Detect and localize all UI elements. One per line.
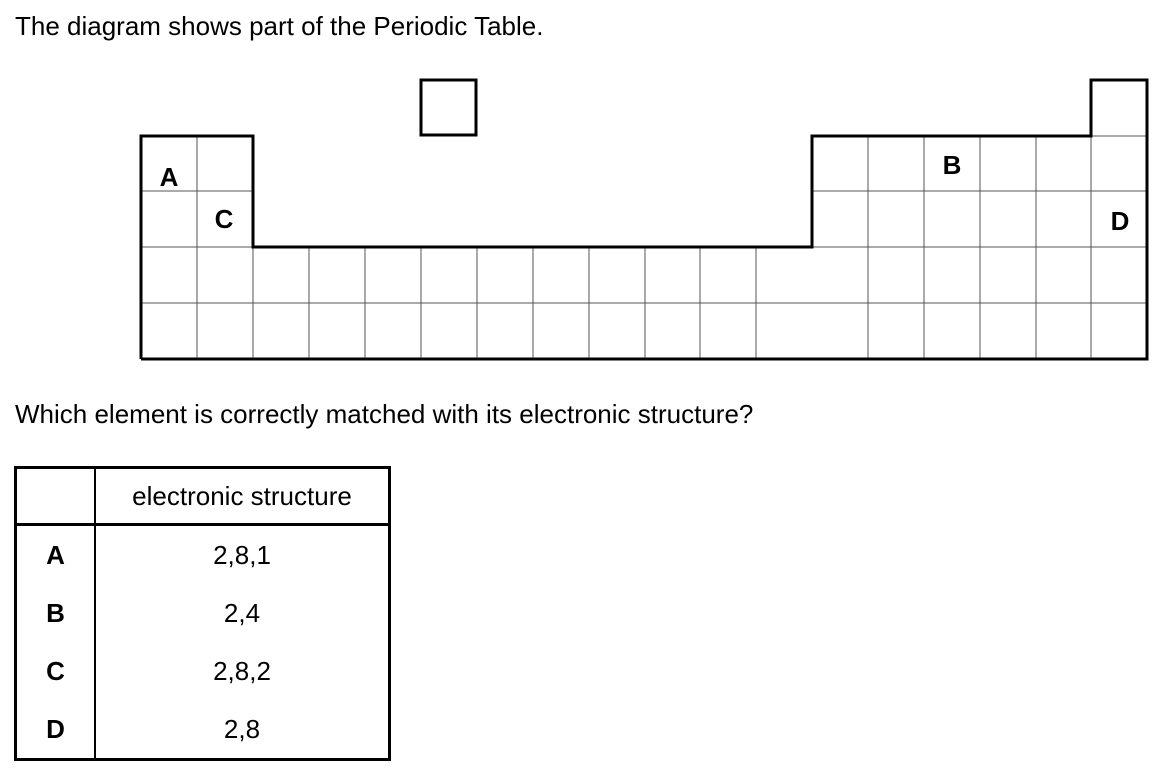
periodic-table-diagram [0, 0, 1165, 380]
option-letter: A [16, 525, 96, 585]
table-row [16, 584, 390, 642]
option-letter: C [16, 642, 96, 700]
element-label-b: B [942, 150, 962, 180]
periodic-table-outline [141, 80, 1147, 359]
table-header-row [16, 468, 390, 525]
structure-column-header: electronic structure [95, 468, 390, 525]
element-label-d: D [1110, 206, 1130, 236]
table-outline [141, 80, 1147, 359]
option-letter: D [16, 700, 96, 760]
intro-text: The diagram shows part of the Periodic Table. [15, 11, 544, 41]
table-corner-cell [16, 468, 96, 525]
option-structure: 2,4 [223, 597, 261, 628]
option-structure: 2,8,1 [213, 539, 271, 570]
table-row [16, 700, 390, 760]
question-text: Which element is correctly matched with its electronic structure? [15, 399, 754, 429]
element-label-a: A [159, 162, 179, 192]
table-row [16, 525, 390, 585]
option-structure: 2,8 [223, 713, 261, 744]
option-structure: 2,8,2 [213, 655, 271, 686]
option-letter: B [16, 584, 96, 642]
answer-options-table [14, 466, 391, 761]
element-label-c: C [214, 204, 234, 234]
isolated-element-box [421, 80, 476, 135]
table-row [16, 642, 390, 700]
